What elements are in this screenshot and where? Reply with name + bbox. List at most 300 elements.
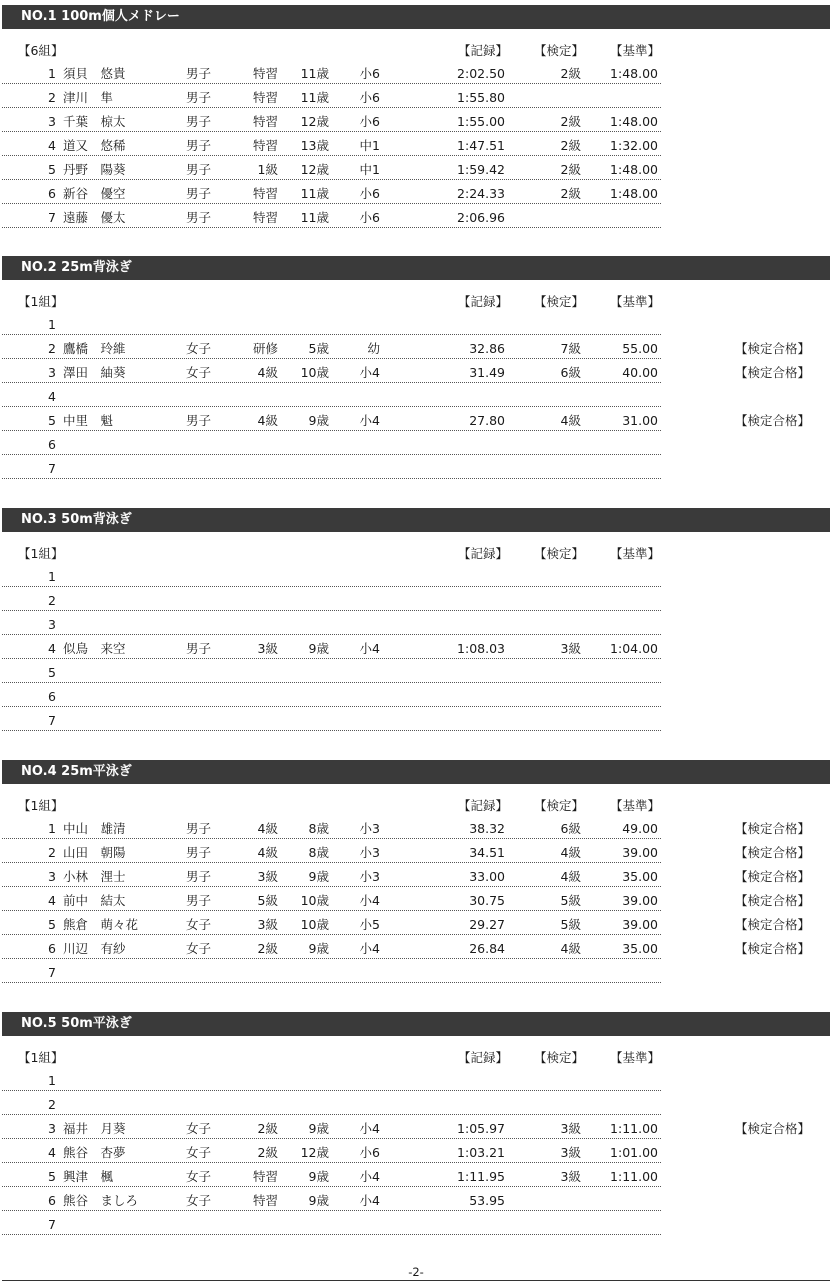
test-grade: 4級: [560, 941, 581, 956]
column-header-record: 【記録】: [458, 798, 509, 813]
swimmer-school-year: 小4: [359, 641, 380, 656]
row-divider: [2, 1090, 661, 1091]
row-number: 6: [48, 1193, 56, 1208]
swimmer-class: 2級: [257, 1145, 278, 1160]
pass-badge: 【検定合格】: [735, 341, 811, 356]
swimmer-sex: 男子: [186, 186, 212, 201]
row-divider: [2, 1234, 661, 1235]
test-grade: 2級: [560, 186, 581, 201]
test-grade: 5級: [560, 917, 581, 932]
test-grade: 2級: [560, 66, 581, 81]
row-number: 1: [48, 1073, 56, 1088]
swimmer-name: 澤田 紬葵: [63, 365, 126, 380]
standard-time: 39.00: [622, 917, 658, 932]
table-row: [0, 685, 832, 709]
row-number: 1: [48, 66, 56, 81]
row-divider: [2, 886, 661, 887]
row-number: 7: [48, 713, 56, 728]
test-grade: 3級: [560, 1121, 581, 1136]
record-time: 1:47.51: [457, 138, 505, 153]
footer-divider: [2, 1280, 830, 1281]
record-time: 38.32: [469, 821, 505, 836]
swimmer-age: 12歳: [300, 114, 329, 129]
swimmer-sex: 女子: [186, 365, 212, 380]
column-header-grade: 【検定】: [534, 546, 585, 561]
table-row: [0, 913, 832, 937]
standard-time: 35.00: [622, 869, 658, 884]
record-time: 30.75: [469, 893, 505, 908]
standard-time: 39.00: [622, 845, 658, 860]
table-row: [0, 661, 832, 685]
row-number: 2: [48, 1097, 56, 1112]
row-divider: [2, 358, 661, 359]
swimmer-name: 熊谷 ましろ: [63, 1193, 139, 1208]
row-number: 3: [48, 365, 56, 380]
swimmer-sex: 男子: [186, 90, 212, 105]
test-grade: 6級: [560, 365, 581, 380]
swimmer-age: 10歳: [300, 893, 329, 908]
table-row: [0, 613, 832, 637]
swimmer-name: 丹野 陽葵: [63, 162, 126, 177]
swimmer-sex: 男子: [186, 845, 212, 860]
record-time: 29.27: [469, 917, 505, 932]
swimmer-age: 10歳: [300, 365, 329, 380]
swimmer-age: 12歳: [300, 162, 329, 177]
swimmer-sex: 男子: [186, 821, 212, 836]
table-row: [0, 1069, 832, 1093]
swimmer-class: 4級: [257, 845, 278, 860]
record-time: 33.00: [469, 869, 505, 884]
row-divider: [2, 430, 661, 431]
swimmer-class: 2級: [257, 1121, 278, 1136]
swimmer-school-year: 中1: [359, 138, 380, 153]
row-divider: [2, 203, 661, 204]
standard-time: 1:48.00: [610, 66, 658, 81]
table-row: [0, 865, 832, 889]
swimmer-sex: 男子: [186, 641, 212, 656]
row-number: 7: [48, 1217, 56, 1232]
heat-label: 【6組】: [18, 43, 64, 58]
swimmer-school-year: 小4: [359, 893, 380, 908]
swimmer-class: 2級: [257, 941, 278, 956]
heat-label: 【1組】: [18, 798, 64, 813]
swimmer-school-year: 小6: [359, 114, 380, 129]
swimmer-sex: 男子: [186, 413, 212, 428]
swimmer-age: 13歳: [300, 138, 329, 153]
swimmer-class: 特習: [252, 1193, 278, 1208]
swimmer-name: 興津 楓: [63, 1169, 114, 1184]
swimmer-school-year: 小3: [359, 845, 380, 860]
row-number: 2: [48, 845, 56, 860]
table-row: [0, 313, 832, 337]
event-section: [0, 256, 832, 506]
swimmer-name: 前中 結太: [63, 893, 126, 908]
row-number: 1: [48, 317, 56, 332]
swimmer-sex: 女子: [186, 917, 212, 932]
record-time: 1:11.95: [457, 1169, 505, 1184]
record-time: 1:59.42: [457, 162, 505, 177]
column-header-standard: 【基準】: [610, 294, 661, 309]
table-row: [0, 889, 832, 913]
pass-badge: 【検定合格】: [735, 917, 811, 932]
column-header-record: 【記録】: [458, 546, 509, 561]
swimmer-age: 9歳: [308, 1121, 329, 1136]
row-number: 6: [48, 689, 56, 704]
row-number: 3: [48, 617, 56, 632]
swimmer-name: 似鳥 来空: [63, 641, 126, 656]
table-row: [0, 409, 832, 433]
row-number: 4: [48, 389, 56, 404]
swimmer-name: 道又 悠稀: [63, 138, 126, 153]
standard-time: 40.00: [622, 365, 658, 380]
column-header-standard: 【基準】: [610, 1050, 661, 1065]
swimmer-age: 11歳: [300, 66, 329, 81]
swimmer-class: 3級: [257, 869, 278, 884]
standard-time: 1:01.00: [610, 1145, 658, 1160]
row-number: 7: [48, 965, 56, 980]
test-grade: 2級: [560, 138, 581, 153]
swimmer-age: 9歳: [308, 941, 329, 956]
swimmer-school-year: 幼: [367, 341, 380, 356]
table-row: [0, 361, 832, 385]
standard-time: 1:04.00: [610, 641, 658, 656]
swimmer-age: 12歳: [300, 1145, 329, 1160]
standard-time: 1:32.00: [610, 138, 658, 153]
swimmer-sex: 女子: [186, 1193, 212, 1208]
row-number: 7: [48, 461, 56, 476]
column-header-grade: 【検定】: [534, 294, 585, 309]
row-divider: [2, 610, 661, 611]
row-divider: [2, 1210, 661, 1211]
table-row: [0, 206, 832, 230]
record-time: 1:55.80: [457, 90, 505, 105]
swimmer-class: 4級: [257, 413, 278, 428]
swimmer-sex: 男子: [186, 66, 212, 81]
swimmer-sex: 男子: [186, 869, 212, 884]
table-row: [0, 158, 832, 182]
swimmer-name: 千葉 椋太: [63, 114, 126, 129]
record-time: 1:08.03: [457, 641, 505, 656]
row-number: 1: [48, 569, 56, 584]
row-number: 2: [48, 90, 56, 105]
swimmer-school-year: 小4: [359, 1193, 380, 1208]
test-grade: 3級: [560, 1169, 581, 1184]
record-time: 1:55.00: [457, 114, 505, 129]
event-section: [0, 5, 832, 255]
standard-time: 1:48.00: [610, 162, 658, 177]
test-grade: 4級: [560, 845, 581, 860]
swimmer-age: 9歳: [308, 413, 329, 428]
column-header-standard: 【基準】: [610, 798, 661, 813]
swimmer-school-year: 中1: [359, 162, 380, 177]
swimmer-age: 11歳: [300, 90, 329, 105]
standard-time: 31.00: [622, 413, 658, 428]
table-row: [0, 337, 832, 361]
row-number: 3: [48, 1121, 56, 1136]
swimmer-class: 3級: [257, 641, 278, 656]
column-header-record: 【記録】: [458, 43, 509, 58]
record-time: 53.95: [469, 1193, 505, 1208]
swimmer-school-year: 小6: [359, 90, 380, 105]
swimmer-age: 8歳: [308, 821, 329, 836]
swimmer-class: 4級: [257, 365, 278, 380]
record-time: 2:24.33: [457, 186, 505, 201]
swimmer-school-year: 小3: [359, 869, 380, 884]
swimmer-age: 5歳: [308, 341, 329, 356]
row-number: 5: [48, 162, 56, 177]
table-row: [0, 433, 832, 457]
test-grade: 3級: [560, 641, 581, 656]
swimmer-name: 福井 月葵: [63, 1121, 126, 1136]
table-row: [0, 1117, 832, 1141]
swimmer-name: 新谷 優空: [63, 186, 126, 201]
swimmer-sex: 男子: [186, 162, 212, 177]
column-header-grade: 【検定】: [534, 1050, 585, 1065]
swimmer-school-year: 小5: [359, 917, 380, 932]
table-row: [0, 841, 832, 865]
table-row: [0, 589, 832, 613]
swimmer-age: 9歳: [308, 641, 329, 656]
row-divider: [2, 454, 661, 455]
swimmer-age: 9歳: [308, 1193, 329, 1208]
swimmer-name: 熊倉 萌々花: [63, 917, 139, 932]
swimmer-class: 1級: [257, 162, 278, 177]
row-divider: [2, 179, 661, 180]
swimmer-age: 11歳: [300, 210, 329, 225]
swimmer-sex: 女子: [186, 341, 212, 356]
swimmer-class: 特習: [252, 90, 278, 105]
row-divider: [2, 634, 661, 635]
table-row: [0, 1093, 832, 1117]
standard-time: 1:11.00: [610, 1169, 658, 1184]
swimmer-class: 3級: [257, 917, 278, 932]
table-row: [0, 709, 832, 733]
swimmer-age: 10歳: [300, 917, 329, 932]
record-time: 2:02.50: [457, 66, 505, 81]
swimmer-school-year: 小3: [359, 821, 380, 836]
test-grade: 7級: [560, 341, 581, 356]
swimmer-name: 小林 浬士: [63, 869, 126, 884]
row-number: 2: [48, 593, 56, 608]
test-grade: 4級: [560, 869, 581, 884]
swimmer-school-year: 小6: [359, 186, 380, 201]
row-divider: [2, 982, 661, 983]
event-title: NO.5 50m平泳ぎ: [2, 1012, 830, 1036]
row-divider: [2, 1162, 661, 1163]
pass-badge: 【検定合格】: [735, 941, 811, 956]
record-time: 1:05.97: [457, 1121, 505, 1136]
event-title: NO.4 25m平泳ぎ: [2, 760, 830, 784]
swimmer-name: 遠藤 優太: [63, 210, 126, 225]
swimmer-name: 中里 魁: [63, 413, 114, 428]
table-row: [0, 961, 832, 985]
pass-badge: 【検定合格】: [735, 893, 811, 908]
swimmer-class: 特習: [252, 114, 278, 129]
row-divider: [2, 838, 661, 839]
row-divider: [2, 382, 661, 383]
table-row: [0, 1189, 832, 1213]
swimmer-class: 特習: [252, 186, 278, 201]
swimmer-sex: 男子: [186, 210, 212, 225]
record-time: 26.84: [469, 941, 505, 956]
row-divider: [2, 406, 661, 407]
table-row: [0, 182, 832, 206]
row-divider: [2, 958, 661, 959]
row-number: 4: [48, 138, 56, 153]
record-time: 32.86: [469, 341, 505, 356]
standard-time: 1:11.00: [610, 1121, 658, 1136]
row-divider: [2, 107, 661, 108]
record-time: 2:06.96: [457, 210, 505, 225]
test-grade: 6級: [560, 821, 581, 836]
row-number: 6: [48, 941, 56, 956]
table-row: [0, 637, 832, 661]
standard-time: 39.00: [622, 893, 658, 908]
row-divider: [2, 730, 661, 731]
swimmer-sex: 女子: [186, 1121, 212, 1136]
swimmer-school-year: 小6: [359, 66, 380, 81]
row-divider: [2, 706, 661, 707]
pass-badge: 【検定合格】: [735, 365, 811, 380]
swimmer-class: 特習: [252, 138, 278, 153]
row-number: 4: [48, 1145, 56, 1160]
event-title: NO.1 100m個人メドレー: [2, 5, 830, 29]
row-divider: [2, 658, 661, 659]
swimmer-sex: 女子: [186, 1145, 212, 1160]
swimmer-class: 特習: [252, 66, 278, 81]
pass-badge: 【検定合格】: [735, 845, 811, 860]
row-divider: [2, 478, 661, 479]
column-header-record: 【記録】: [458, 294, 509, 309]
row-number: 5: [48, 413, 56, 428]
row-divider: [2, 1186, 661, 1187]
row-divider: [2, 910, 661, 911]
swimmer-age: 9歳: [308, 869, 329, 884]
standard-time: 35.00: [622, 941, 658, 956]
row-divider: [2, 83, 661, 84]
test-grade: 2級: [560, 114, 581, 129]
swimmer-sex: 女子: [186, 941, 212, 956]
swimmer-school-year: 小4: [359, 413, 380, 428]
swimmer-sex: 男子: [186, 114, 212, 129]
row-divider: [2, 334, 661, 335]
row-number: 4: [48, 893, 56, 908]
test-grade: 4級: [560, 413, 581, 428]
swimmer-class: 特習: [252, 1169, 278, 1184]
row-divider: [2, 1138, 661, 1139]
row-number: 5: [48, 917, 56, 932]
test-grade: 2級: [560, 162, 581, 177]
row-divider: [2, 586, 661, 587]
table-row: [0, 86, 832, 110]
swimmer-school-year: 小4: [359, 1169, 380, 1184]
swimmer-class: 5級: [257, 893, 278, 908]
swimmer-school-year: 小6: [359, 1145, 380, 1160]
event-title: NO.3 50m背泳ぎ: [2, 508, 830, 532]
heat-label: 【1組】: [18, 294, 64, 309]
table-row: [0, 134, 832, 158]
swimmer-sex: 女子: [186, 1169, 212, 1184]
row-number: 3: [48, 114, 56, 129]
table-row: [0, 1165, 832, 1189]
row-divider: [2, 227, 661, 228]
row-number: 1: [48, 821, 56, 836]
row-number: 7: [48, 210, 56, 225]
pass-badge: 【検定合格】: [735, 821, 811, 836]
record-time: 1:03.21: [457, 1145, 505, 1160]
column-header-standard: 【基準】: [610, 43, 661, 58]
table-row: [0, 62, 832, 86]
event-title: NO.2 25m背泳ぎ: [2, 256, 830, 280]
table-row: [0, 385, 832, 409]
standard-time: 1:48.00: [610, 186, 658, 201]
standard-time: 55.00: [622, 341, 658, 356]
swimmer-name: 須貝 悠貴: [63, 66, 126, 81]
pass-badge: 【検定合格】: [735, 1121, 811, 1136]
heat-label: 【1組】: [18, 546, 64, 561]
event-section: [0, 1012, 832, 1262]
test-grade: 5級: [560, 893, 581, 908]
record-time: 34.51: [469, 845, 505, 860]
swimmer-name: 山田 朝陽: [63, 845, 126, 860]
swimmer-name: 熊谷 杏夢: [63, 1145, 126, 1160]
swimmer-sex: 男子: [186, 138, 212, 153]
row-number: 5: [48, 1169, 56, 1184]
row-number: 6: [48, 186, 56, 201]
standard-time: 49.00: [622, 821, 658, 836]
swimmer-name: 中山 雄清: [63, 821, 126, 836]
swimmer-name: 川辺 有紗: [63, 941, 126, 956]
swimmer-school-year: 小4: [359, 941, 380, 956]
table-row: [0, 565, 832, 589]
swimmer-school-year: 小6: [359, 210, 380, 225]
swimmer-class: 特習: [252, 210, 278, 225]
table-row: [0, 110, 832, 134]
table-row: [0, 457, 832, 481]
page-number: -2-: [408, 1265, 424, 1279]
row-number: 5: [48, 665, 56, 680]
swimmer-age: 9歳: [308, 1169, 329, 1184]
row-number: 3: [48, 869, 56, 884]
swimmer-sex: 男子: [186, 893, 212, 908]
swimmer-name: 津川 隼: [63, 90, 114, 105]
row-divider: [2, 682, 661, 683]
row-divider: [2, 155, 661, 156]
swimmer-school-year: 小4: [359, 365, 380, 380]
column-header-grade: 【検定】: [534, 798, 585, 813]
row-number: 2: [48, 341, 56, 356]
record-time: 31.49: [469, 365, 505, 380]
column-header-standard: 【基準】: [610, 546, 661, 561]
standard-time: 1:48.00: [610, 114, 658, 129]
pass-badge: 【検定合格】: [735, 869, 811, 884]
table-row: [0, 1141, 832, 1165]
test-grade: 3級: [560, 1145, 581, 1160]
row-divider: [2, 934, 661, 935]
swimmer-school-year: 小4: [359, 1121, 380, 1136]
table-row: [0, 817, 832, 841]
row-number: 6: [48, 437, 56, 452]
swimmer-age: 11歳: [300, 186, 329, 201]
swimmer-class: 研修: [252, 341, 278, 356]
row-divider: [2, 862, 661, 863]
column-header-record: 【記録】: [458, 1050, 509, 1065]
swimmer-name: 鷹橋 玲維: [63, 341, 126, 356]
swimmer-age: 8歳: [308, 845, 329, 860]
table-row: [0, 1213, 832, 1237]
swimmer-class: 4級: [257, 821, 278, 836]
row-number: 4: [48, 641, 56, 656]
